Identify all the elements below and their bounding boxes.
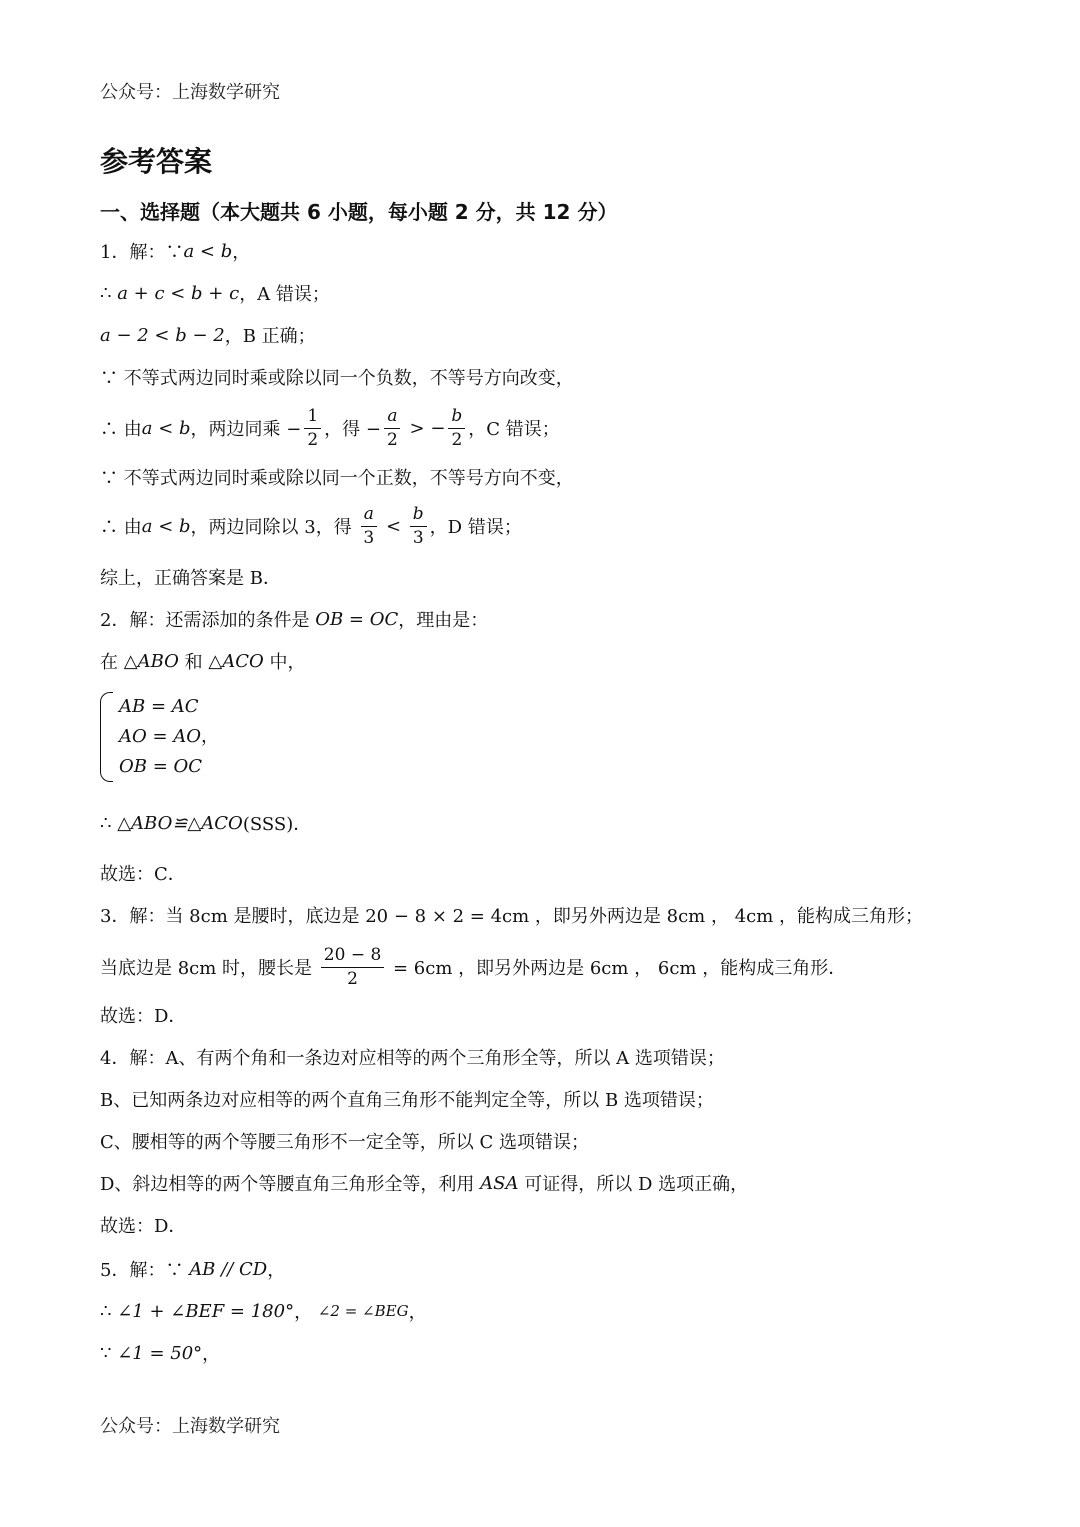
text: ∴ 由 [100, 517, 142, 538]
math: △ABO≌△ACO [117, 812, 243, 834]
text: 3．解：当 8cm 是腰时，底边是 20 − 8 × 2 = 4cm ，即另外两边是 8cm ， 4cm ，能构成三角形； [100, 906, 924, 927]
q2-line-1 [100, 604, 488, 634]
numerator: a [361, 505, 377, 527]
math: AO = AO [119, 726, 202, 747]
page-footer: 公众号：上海数学研究 [100, 1416, 280, 1437]
brace [100, 692, 113, 782]
q3-line-3 [100, 1000, 186, 1030]
text: 和 [178, 652, 209, 673]
math: a < b [141, 417, 191, 439]
denominator: 2 [307, 429, 319, 450]
numerator: 1 [304, 407, 321, 429]
text: ，理由是： [398, 610, 489, 631]
text: 1．解：∵ [100, 242, 184, 263]
text: C、腰相等的两个等腰三角形不一定全等，所以 C 选项错误； [100, 1132, 589, 1153]
math: △ACO [208, 650, 264, 672]
q5-line-1 [100, 1254, 285, 1284]
text: ∴ [100, 1300, 118, 1322]
q4-line-1 [100, 1042, 725, 1072]
numerator: b [410, 505, 427, 527]
text: 当底边是 8cm 时，腰长是 [100, 958, 318, 979]
text: ，C 错误； [468, 419, 560, 440]
text: ∴ 由 [100, 419, 142, 440]
text: 可证得，所以 D 选项正确， [518, 1174, 749, 1195]
denominator: 2 [347, 968, 358, 989]
text: 4．解：A、有两个角和一条边对应相等的两个三角形全等，所以 A 选项错误； [100, 1048, 725, 1069]
q1-line-7 [100, 502, 522, 550]
fraction [360, 505, 377, 547]
text: D、斜边相等的两个等腰直角三角形全等，利用 [100, 1174, 481, 1195]
q1-line-5 [100, 404, 560, 452]
text: 故选：D． [100, 1006, 187, 1027]
q4-line-2 [100, 1084, 714, 1114]
math: a < b [183, 240, 233, 262]
q1-line-6 [100, 462, 574, 492]
denominator: 3 [363, 527, 375, 548]
numerator: 20 − 8 [321, 946, 385, 968]
q2-line-2 [100, 646, 305, 676]
q1-line-8 [100, 562, 281, 592]
numerator: a [384, 407, 400, 429]
page-header: 公众号：上海数学研究 [100, 82, 280, 103]
text: (SSS)． [242, 814, 312, 835]
fraction [448, 407, 465, 449]
fraction [410, 505, 427, 547]
text: ， [201, 726, 220, 747]
text: ， [232, 242, 251, 263]
text: 综上，正确答案是 B． [100, 568, 281, 589]
q2-line-4 [100, 858, 186, 888]
text: ∴ [100, 282, 118, 304]
text: ， [294, 1302, 318, 1323]
text: 中， [263, 652, 306, 673]
math: a < b [141, 515, 191, 537]
math: AB // CD [189, 1258, 268, 1280]
math: ∠1 = 50° [117, 1342, 203, 1364]
q5-line-3 [100, 1338, 220, 1368]
math: a − 2 < b − 2 [100, 324, 225, 346]
math: OB = OC [315, 608, 399, 630]
text: ，B 正确； [224, 326, 316, 347]
q1-line-2 [100, 278, 330, 308]
fraction [321, 946, 385, 988]
equation: AB = AC [119, 696, 199, 717]
text: < [380, 515, 407, 537]
fraction [384, 407, 401, 449]
q4-line-4 [100, 1168, 748, 1198]
q1-line-4 [100, 362, 574, 392]
equation [119, 722, 219, 752]
text: = 6cm ，即另外两边是 6cm ， 6cm ，能构成三角形． [387, 958, 847, 979]
text: ∵ 不等式两边同时乘或除以同一个正数，不等号方向不变， [100, 468, 574, 489]
text: ，A 错误； [239, 284, 330, 305]
text: > − [403, 417, 446, 439]
text: 在 [100, 652, 124, 673]
text: ， [267, 1260, 286, 1281]
text: ， [202, 1344, 221, 1365]
text: ∵ [100, 1342, 118, 1364]
text: B、已知两条边对应相等的两个直角三角形不能判定全等，所以 B 选项错误； [100, 1090, 714, 1111]
q5-line-2 [100, 1296, 427, 1326]
math: ∠1 + ∠BEF = 180° [117, 1300, 295, 1322]
text: 2．解：还需添加的条件是 [100, 610, 316, 631]
text: ∵ 不等式两边同时乘或除以同一个负数，不等号方向改变， [100, 368, 574, 389]
q1-line-1 [100, 236, 250, 266]
q3-line-2 [100, 942, 846, 992]
equation-system [100, 692, 219, 782]
math: a + c < b + c [117, 282, 240, 304]
text: ， [408, 1302, 427, 1323]
q4-line-3 [100, 1126, 589, 1156]
math: ASA [480, 1172, 519, 1194]
section-heading: 一、选择题（本大题共 6 小题，每小题 2 分，共 12 分） [100, 200, 618, 224]
text: 故选：C． [100, 864, 186, 885]
q2-line-3 [100, 808, 311, 838]
text: ，得 − [324, 419, 381, 440]
text: ，两边同除以 3，得 [190, 517, 358, 538]
math: △ABO [123, 650, 179, 672]
q3-line-1 [100, 900, 923, 930]
denominator: 3 [412, 527, 424, 548]
q1-line-3 [100, 320, 316, 350]
page-title: 参考答案 [100, 145, 213, 178]
text: 故选：D． [100, 1216, 187, 1237]
q4-line-5 [100, 1210, 186, 1240]
denominator: 2 [386, 429, 398, 450]
text: ，D 错误； [429, 517, 522, 538]
numerator: b [448, 407, 465, 429]
denominator: 2 [451, 429, 463, 450]
equation-rows [119, 692, 219, 782]
text: ∴ [100, 812, 118, 834]
fraction [304, 407, 321, 449]
math: ∠2 = ∠BEG [317, 1302, 409, 1320]
text: ，两边同乘 − [190, 419, 302, 440]
text: 5．解：∵ [100, 1260, 190, 1281]
equation: OB = OC [119, 756, 203, 777]
